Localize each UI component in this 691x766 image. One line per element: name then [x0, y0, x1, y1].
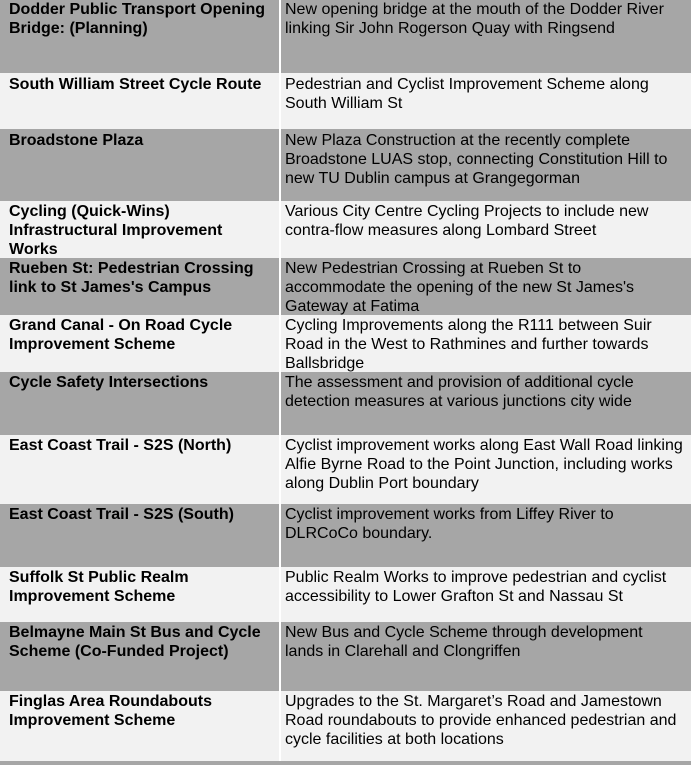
project-name: East Coast Trail - S2S (North): [9, 437, 232, 454]
project-name: Cycle Safety Intersections: [9, 374, 209, 391]
project-description: Cycling Improvements along the R111 between Suir Road in the West to Rathmines and further towards Ballsbridge: [285, 317, 652, 372]
project-name: South William Street Cycle Route: [9, 76, 262, 93]
project-description: Pedestrian and Cyclist Improvement Scheme along South William St: [285, 76, 649, 112]
column-divider: [279, 691, 281, 761]
column-divider: [279, 129, 281, 201]
project-name: Finglas Area Roundabouts Improvement Scheme: [9, 693, 212, 729]
table-row: [0, 73, 691, 129]
project-description: Cyclist improvement works along East Wall Road linking Alfie Byrne Road to the Point Junction, including works along Dublin Port boundary: [285, 437, 683, 492]
table-row: [0, 372, 691, 435]
column-divider: [279, 201, 281, 258]
project-description: Public Realm Works to improve pedestrian and cyclist accessibility to Lower Grafton St and Nassau St: [285, 569, 667, 605]
column-divider: [279, 435, 281, 504]
table-row: [0, 622, 691, 691]
column-divider: [279, 0, 281, 73]
project-name: Rueben St: Pedestrian Crossing link to St James's Campus: [9, 260, 254, 296]
column-divider: [279, 73, 281, 129]
project-name: Cycling (Quick-Wins) Infrastructural Improvement Works: [9, 203, 223, 258]
column-divider: [279, 567, 281, 622]
column-divider: [279, 315, 281, 372]
table-row: [0, 691, 691, 761]
project-description: New Pedestrian Crossing at Rueben St to accommodate the opening of the new St James's Gateway at Fatima: [285, 260, 635, 315]
project-name: East Coast Trail - S2S (South): [9, 506, 234, 523]
column-divider: [279, 258, 281, 315]
project-description: New Plaza Construction at the recently complete Broadstone LUAS stop, connecting Constitution Hill to new TU Dublin campus at Grangegorman: [285, 132, 668, 187]
project-name: Suffolk St Public Realm Improvement Scheme: [9, 569, 189, 605]
table-row: [0, 435, 691, 504]
project-name: Dodder Public Transport Opening Bridge: (Planning): [9, 1, 266, 37]
project-name: Belmayne Main St Bus and Cycle Scheme (Co-Funded Project): [9, 624, 261, 660]
table-row: [0, 504, 691, 567]
project-name: Broadstone Plaza: [9, 132, 144, 149]
column-divider: [279, 504, 281, 567]
project-description: New opening bridge at the mouth of the Dodder River linking Sir John Rogerson Quay with Ringsend: [285, 1, 664, 37]
project-description: The assessment and provision of additional cycle detection measures at various junctions city wide: [285, 374, 634, 410]
project-name: Grand Canal - On Road Cycle Improvement Scheme: [9, 317, 233, 353]
table-row: [0, 567, 691, 622]
table-row: [0, 129, 691, 201]
table-row: [0, 201, 691, 258]
project-description: Various City Centre Cycling Projects to include new contra-flow measures along Lombard Street: [285, 203, 649, 239]
project-description: Cyclist improvement works from Liffey River to DLRCoCo boundary.: [285, 506, 614, 542]
table-row: [0, 315, 691, 372]
column-divider: [279, 622, 281, 691]
project-description: New Bus and Cycle Scheme through development lands in Clarehall and Clongriffen: [285, 624, 643, 660]
column-divider: [279, 372, 281, 435]
table-bottom-rule: [0, 761, 691, 765]
project-description: Upgrades to the St. Margaret’s Road and Jamestown Road roundabouts to provide enhanced pedestrian and cycle facilities at both locations: [285, 693, 677, 748]
table-row: [0, 0, 691, 73]
table-row: [0, 258, 691, 315]
